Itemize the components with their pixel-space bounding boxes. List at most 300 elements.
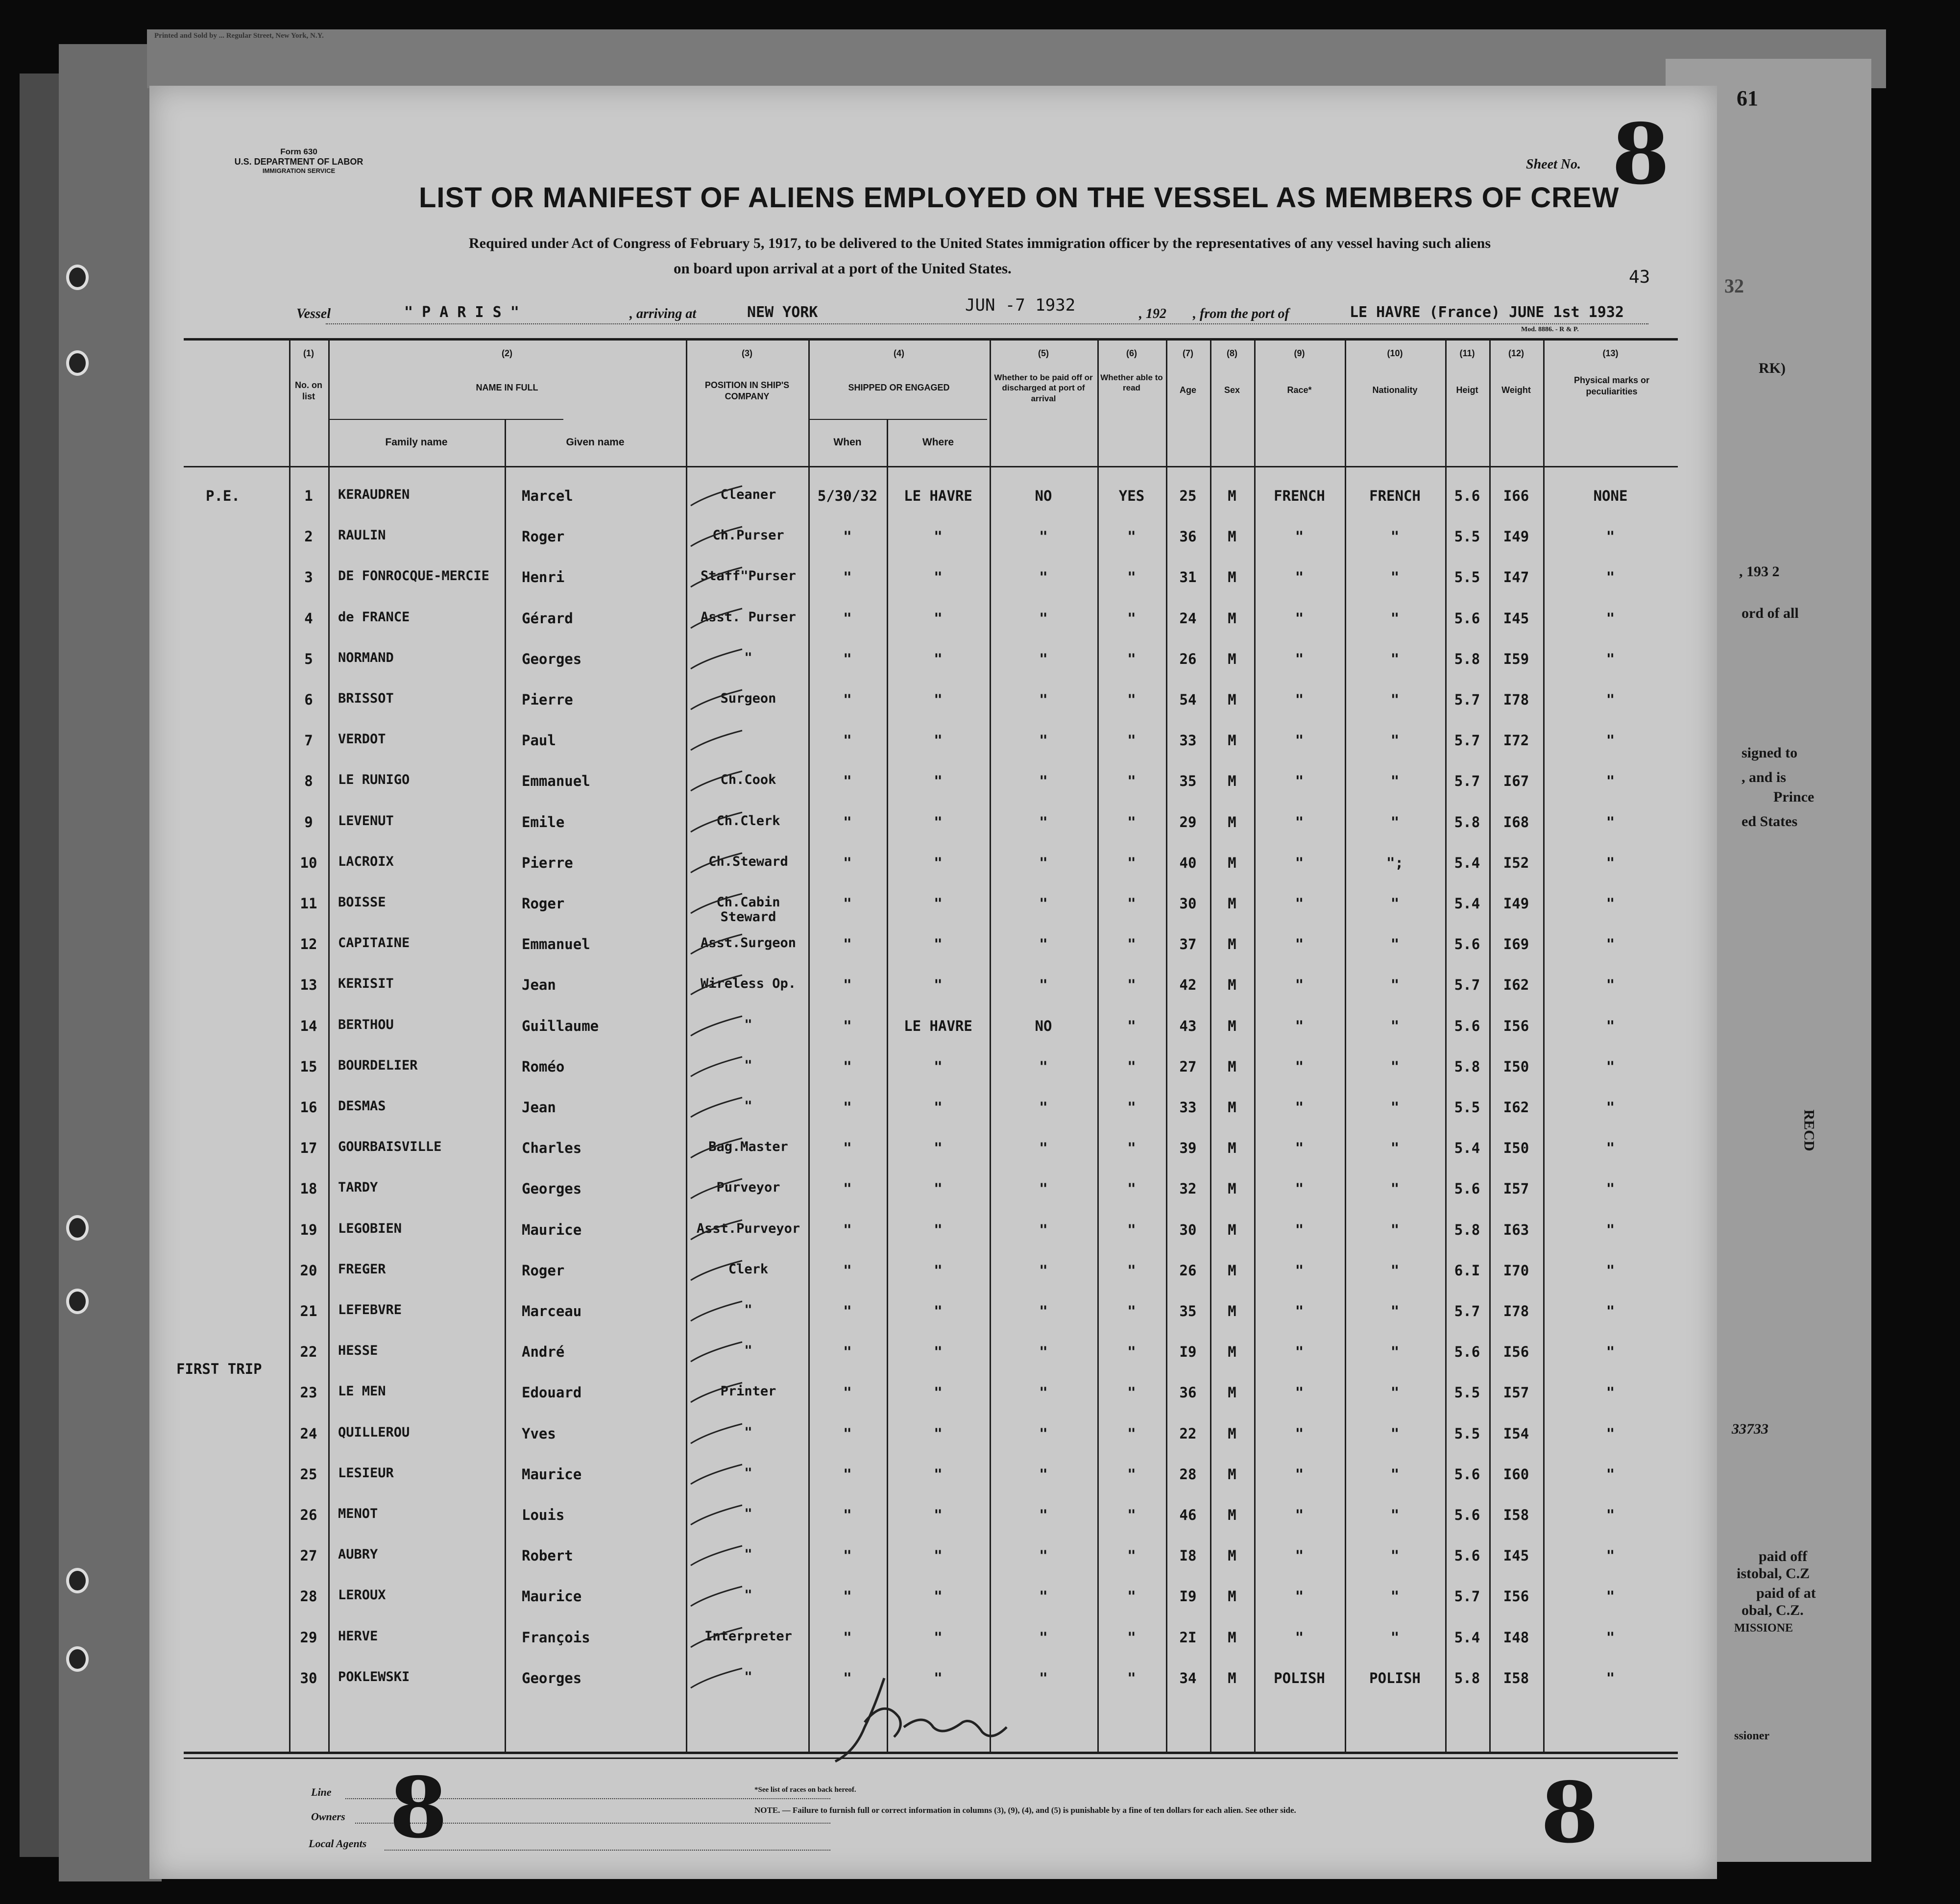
cell-sex: M — [1228, 854, 1236, 871]
cell-given-name: Jean — [522, 1099, 556, 1116]
cell-family-name: MENOT — [338, 1506, 378, 1521]
cell-position: " — [744, 1057, 752, 1073]
column-header-name: NAME IN FULL — [476, 383, 538, 392]
cell-given-name: François — [522, 1629, 590, 1646]
cell-physical-marks: " — [1606, 1140, 1615, 1157]
cell-sex: M — [1228, 1303, 1236, 1319]
cell-height: 5.6 — [1454, 1343, 1480, 1361]
cell-nationality: " — [1390, 813, 1400, 830]
cell-list-number: 5 — [304, 650, 313, 667]
cell-sex: M — [1228, 773, 1236, 790]
cell-given-name: Paul — [522, 732, 556, 749]
cell-paid-off: " — [1039, 1099, 1048, 1116]
cell-paid-off: " — [1039, 854, 1048, 871]
cell-shipped-where: " — [934, 691, 943, 708]
cell-sex: M — [1228, 610, 1236, 627]
master-signature — [737, 1668, 1012, 1766]
check-mark-icon — [688, 648, 747, 673]
cell-given-name: Charles — [522, 1140, 582, 1157]
cell-physical-marks: " — [1606, 1384, 1615, 1401]
cell-height: 5.5 — [1454, 528, 1480, 545]
cell-nationality: " — [1390, 1629, 1400, 1646]
cell-nationality: " — [1390, 1425, 1400, 1442]
check-mark-icon — [688, 1015, 747, 1040]
cell-shipped-where: " — [934, 976, 943, 994]
cell-sex: M — [1228, 1425, 1236, 1442]
cell-age: I9 — [1179, 1588, 1197, 1605]
cell-paid-off: " — [1039, 650, 1048, 667]
check-mark-icon — [688, 1097, 747, 1121]
cell-position: Ch.Clerk — [716, 813, 780, 829]
cell-race: " — [1295, 1017, 1304, 1034]
cell-shipped-when: " — [843, 650, 852, 667]
cell-given-name: Pierre — [522, 854, 573, 871]
check-mark-icon — [688, 1504, 747, 1529]
cell-physical-marks: " — [1606, 732, 1615, 749]
column-header-paid-off: Whether to be paid off or discharged at port of arrival — [994, 373, 1093, 403]
cell-position: " — [744, 1465, 752, 1481]
cell-race: " — [1295, 976, 1304, 994]
cell-shipped-when: " — [843, 1384, 852, 1401]
cell-physical-marks: " — [1606, 1507, 1615, 1523]
cell-position: Surgeon — [720, 691, 776, 706]
cell-sex: M — [1228, 488, 1236, 504]
cell-age: 36 — [1179, 528, 1197, 545]
cell-list-number: 19 — [300, 1221, 317, 1238]
cell-sex: M — [1228, 1588, 1236, 1605]
binder-ring — [66, 265, 89, 290]
form-number: Form 630 — [280, 147, 317, 156]
check-mark-icon — [688, 974, 747, 999]
check-mark-icon — [688, 1586, 747, 1610]
cell-able-to-read: " — [1127, 691, 1136, 708]
cell-sex: M — [1228, 528, 1236, 545]
cell-paid-off: " — [1039, 528, 1048, 545]
cell-shipped-when: " — [843, 691, 852, 708]
cell-shipped-when: " — [843, 1588, 852, 1605]
cell-physical-marks: " — [1606, 1303, 1615, 1319]
cell-paid-off: " — [1039, 569, 1048, 586]
vessel-label: Vessel — [296, 306, 331, 321]
check-mark-icon — [688, 811, 747, 836]
cell-able-to-read: " — [1127, 936, 1136, 953]
cell-list-number: 20 — [300, 1262, 317, 1279]
cell-paid-off: " — [1039, 773, 1048, 790]
binding-edge-inner — [59, 44, 162, 1881]
cell-weight: I49 — [1503, 895, 1529, 912]
cell-shipped-where: " — [934, 1180, 943, 1197]
cell-sex: M — [1228, 1058, 1236, 1075]
cell-weight: I57 — [1503, 1384, 1529, 1401]
cell-weight: I50 — [1503, 1058, 1529, 1075]
cell-physical-marks: " — [1606, 610, 1615, 627]
races-note: *See list of races on back hereof. — [754, 1786, 856, 1794]
cell-shipped-when: " — [843, 1303, 852, 1319]
check-mark-icon — [688, 485, 747, 510]
cell-given-name: André — [522, 1343, 565, 1361]
cell-shipped-when: " — [843, 854, 852, 871]
cell-list-number: 17 — [300, 1140, 317, 1157]
cell-height: 5.5 — [1454, 569, 1480, 586]
binder-ring — [66, 1215, 89, 1241]
cell-given-name: Georges — [522, 650, 582, 667]
cell-family-name: NORMAND — [338, 650, 394, 665]
cell-position: Asst. Purser — [700, 609, 797, 625]
cell-shipped-when: " — [843, 1017, 852, 1034]
cell-given-name: Emmanuel — [522, 936, 590, 953]
cell-list-number: 8 — [304, 773, 313, 790]
cell-family-name: LEVENUT — [338, 813, 394, 829]
cell-able-to-read: " — [1127, 1343, 1136, 1361]
cell-shipped-where: " — [934, 936, 943, 953]
column-number: (6) — [1126, 348, 1137, 358]
cell-list-number: 14 — [300, 1017, 317, 1034]
cell-race: " — [1295, 691, 1304, 708]
penalty-note: NOTE. — Failure to furnish full or correct information in columns (3), (9), (4), and (5) is punishable by a fine of ten dollars for each alien. See other side. — [754, 1806, 1296, 1815]
cell-able-to-read: " — [1127, 773, 1136, 790]
cell-family-name: RAULIN — [338, 528, 386, 543]
check-mark-icon — [688, 566, 747, 591]
cell-shipped-when: " — [843, 1180, 852, 1197]
cell-able-to-read: " — [1127, 1629, 1136, 1646]
cell-list-number: 13 — [300, 976, 317, 994]
cell-able-to-read: " — [1127, 610, 1136, 627]
cell-given-name: Marceau — [522, 1303, 582, 1319]
footer-owners-label: Owners — [311, 1810, 345, 1823]
cell-nationality: " — [1390, 976, 1400, 994]
cell-paid-off: " — [1039, 1547, 1048, 1564]
cell-shipped-where: " — [934, 1099, 943, 1116]
cell-nationality: " — [1390, 1588, 1400, 1605]
check-mark-icon — [688, 770, 747, 795]
vessel-name: " P A R I S " — [404, 304, 519, 321]
cell-list-number: 16 — [300, 1099, 317, 1116]
cell-given-name: Georges — [522, 1669, 582, 1686]
cell-position: Interpreter — [704, 1628, 792, 1644]
cell-sex: M — [1228, 569, 1236, 586]
cell-family-name: VERDOT — [338, 732, 386, 747]
cell-nationality: "; — [1386, 854, 1403, 871]
underlying-page-fragment: ssioner — [1734, 1730, 1769, 1742]
cell-list-number: 21 — [300, 1303, 317, 1319]
page-number: 43 — [1629, 267, 1650, 287]
cell-list-number: 30 — [300, 1669, 317, 1686]
cell-nationality: POLISH — [1369, 1669, 1421, 1686]
cell-able-to-read: " — [1127, 895, 1136, 912]
cell-shipped-where: " — [934, 895, 943, 912]
col-divider — [1543, 341, 1545, 1752]
cell-position: " — [744, 1547, 752, 1562]
cell-weight: I59 — [1503, 650, 1529, 667]
check-mark-icon — [688, 1341, 747, 1366]
cell-able-to-read: " — [1127, 1384, 1136, 1401]
cell-age: 46 — [1179, 1507, 1197, 1523]
sheet-number-label: Sheet No. — [1526, 157, 1581, 172]
cell-shipped-when: " — [843, 1262, 852, 1279]
cell-age: 29 — [1179, 813, 1197, 830]
year-label: , 192 — [1139, 306, 1166, 321]
cell-able-to-read: " — [1127, 732, 1136, 749]
cell-position: Ch.Purser — [712, 528, 784, 543]
cell-position: " — [744, 650, 752, 665]
cell-shipped-when: " — [843, 1507, 852, 1523]
cell-age: 36 — [1179, 1384, 1197, 1401]
cell-shipped-when: " — [843, 1669, 852, 1686]
cell-paid-off: " — [1039, 1058, 1048, 1075]
cell-height: 5.8 — [1454, 813, 1480, 830]
cell-nationality: " — [1390, 936, 1400, 953]
cell-physical-marks: " — [1606, 1425, 1615, 1442]
cell-list-number: 26 — [300, 1507, 317, 1523]
check-mark-icon — [688, 526, 747, 550]
underlying-page-fragment: istobal, C.Z — [1737, 1565, 1810, 1582]
cell-sex: M — [1228, 1547, 1236, 1564]
cell-height: 5.4 — [1454, 1140, 1480, 1157]
cell-family-name: BRISSOT — [338, 691, 394, 706]
cell-weight: I56 — [1503, 1017, 1529, 1034]
column-header-given-name: Given name — [566, 437, 625, 448]
cell-physical-marks: " — [1606, 1099, 1615, 1116]
cell-shipped-when: " — [843, 1629, 852, 1646]
document-subtitle: Required under Act of Congress of February 5, 1917, to be delivered to the United States immigration officer by the representatives of any vessel having such aliens — [469, 235, 1491, 251]
cell-shipped-where: " — [934, 1221, 943, 1238]
cell-given-name: Emmanuel — [522, 773, 590, 790]
cell-race: " — [1295, 610, 1304, 627]
cell-race: " — [1295, 1099, 1304, 1116]
cell-shipped-where: " — [934, 773, 943, 790]
cell-paid-off: NO — [1035, 1017, 1052, 1034]
cell-race: " — [1295, 1629, 1304, 1646]
check-mark-icon — [688, 1219, 747, 1244]
cell-nationality: " — [1390, 1017, 1400, 1034]
col-divider — [1210, 341, 1211, 1752]
cell-height: 5.6 — [1454, 1017, 1480, 1034]
cell-height: 5.6 — [1454, 488, 1480, 504]
cell-paid-off: " — [1039, 1384, 1048, 1401]
column-header-position: POSITION IN SHIP'S COMPANY — [704, 380, 790, 401]
cell-family-name: CAPITAINE — [338, 935, 410, 951]
from-port-label: , from the port of — [1193, 306, 1289, 321]
cell-position: Purveyor — [716, 1180, 780, 1196]
cell-race: " — [1295, 1140, 1304, 1157]
cell-position: " — [744, 1587, 752, 1603]
cell-weight: I50 — [1503, 1140, 1529, 1157]
cell-given-name: Robert — [522, 1547, 573, 1564]
cell-list-number: 27 — [300, 1547, 317, 1564]
cell-nationality: " — [1390, 1180, 1400, 1197]
cell-height: 5.7 — [1454, 1303, 1480, 1319]
cell-given-name: Roger — [522, 895, 565, 912]
cell-race: " — [1295, 1343, 1304, 1361]
column-number: (13) — [1602, 348, 1619, 358]
department-name: U.S. DEPARTMENT OF LABOR — [234, 157, 363, 167]
check-mark-icon — [688, 1056, 747, 1080]
cell-nationality: " — [1390, 528, 1400, 545]
cell-sex: M — [1228, 650, 1236, 667]
cell-nationality: " — [1390, 650, 1400, 667]
cell-family-name: FREGER — [338, 1261, 386, 1277]
check-mark-icon — [688, 933, 747, 958]
column-number: (11) — [1459, 348, 1475, 358]
cell-age: 30 — [1179, 895, 1197, 912]
cell-family-name: LESIEUR — [338, 1465, 394, 1481]
cell-weight: I62 — [1503, 1099, 1529, 1116]
col-divider — [808, 341, 810, 1752]
cell-position: " — [744, 1017, 752, 1032]
cell-given-name: Guillaume — [522, 1017, 599, 1034]
cell-race: " — [1295, 528, 1304, 545]
date-stamp: JUN -7 1932 — [965, 295, 1076, 315]
cell-shipped-where: " — [934, 1507, 943, 1523]
cell-shipped-where: " — [934, 732, 943, 749]
column-number: (5) — [1038, 348, 1049, 358]
check-mark-icon — [688, 1545, 747, 1569]
cell-height: 5.4 — [1454, 854, 1480, 871]
column-header-height: Heigt — [1456, 385, 1478, 395]
cell-family-name: BOISSE — [338, 895, 386, 910]
cell-weight: I56 — [1503, 1343, 1529, 1361]
column-header-physical-marks: Physical marks or peculiarities — [1573, 375, 1650, 396]
cell-weight: I58 — [1503, 1669, 1529, 1686]
cell-given-name: Maurice — [522, 1465, 582, 1483]
cell-age: 35 — [1179, 773, 1197, 790]
form-code: Mod. 8886. - R & P. — [1521, 326, 1579, 333]
sheet-number: 8 — [1612, 105, 1670, 203]
cell-race: " — [1295, 895, 1304, 912]
cell-shipped-where: " — [934, 528, 943, 545]
cell-age: I9 — [1179, 1343, 1197, 1361]
cell-paid-off: " — [1039, 1303, 1048, 1319]
cell-age: 30 — [1179, 1221, 1197, 1238]
cell-shipped-where: " — [934, 1343, 943, 1361]
cell-paid-off: " — [1039, 732, 1048, 749]
cell-sex: M — [1228, 1180, 1236, 1197]
cell-race: " — [1295, 1384, 1304, 1401]
cell-age: 24 — [1179, 610, 1197, 627]
cell-shipped-where: " — [934, 569, 943, 586]
cell-physical-marks: " — [1606, 773, 1615, 790]
cell-weight: I66 — [1503, 488, 1529, 504]
cell-height: 5.6 — [1454, 1465, 1480, 1483]
column-number: (2) — [502, 348, 512, 358]
cell-family-name: QUILLEROU — [338, 1424, 410, 1440]
cell-height: 5.4 — [1454, 1629, 1480, 1646]
cell-shipped-when: " — [843, 1343, 852, 1361]
col-divider — [990, 341, 991, 1752]
cell-race: " — [1295, 936, 1304, 953]
cell-family-name: BOURDELIER — [338, 1057, 418, 1073]
cell-able-to-read: " — [1127, 1303, 1136, 1319]
cell-paid-off: " — [1039, 1629, 1048, 1646]
cell-able-to-read: " — [1127, 1669, 1136, 1686]
column-header-no: No. on list — [295, 380, 322, 401]
cell-physical-marks: " — [1606, 650, 1615, 667]
check-mark-icon — [688, 1137, 747, 1162]
cell-paid-off: NO — [1035, 488, 1052, 504]
cell-family-name: LACROIX — [338, 854, 394, 869]
cell-age: 27 — [1179, 1058, 1197, 1075]
cell-position: Ch.Cook — [720, 772, 776, 788]
cell-age: 31 — [1179, 569, 1197, 586]
cell-shipped-where: " — [934, 610, 943, 627]
cell-nationality: " — [1390, 1303, 1400, 1319]
cell-position: " — [744, 1343, 752, 1359]
cell-height: 5.7 — [1454, 1588, 1480, 1605]
cell-physical-marks: NONE — [1593, 488, 1628, 504]
cell-shipped-when: 5/30/32 — [817, 488, 878, 504]
binder-ring — [66, 1568, 89, 1593]
cell-race: FRENCH — [1274, 488, 1325, 504]
cell-family-name: DESMAS — [338, 1098, 386, 1114]
cell-height: 5.6 — [1454, 1547, 1480, 1564]
cell-list-number: 24 — [300, 1425, 317, 1442]
cell-list-number: 22 — [300, 1343, 317, 1361]
underlying-page-fragment: 33733 — [1732, 1421, 1768, 1437]
cell-able-to-read: " — [1127, 650, 1136, 667]
cell-shipped-where: " — [934, 1425, 943, 1442]
cell-paid-off: " — [1039, 813, 1048, 830]
check-mark-icon — [688, 730, 747, 754]
printer-line: Printed and Sold by ... Regular Street, New York, N.Y. — [154, 32, 324, 40]
cell-race: " — [1295, 813, 1304, 830]
cell-physical-marks: " — [1606, 569, 1615, 586]
table-header-rule — [184, 466, 1678, 467]
cell-physical-marks: " — [1606, 936, 1615, 953]
manifest-sheet — [149, 32, 1717, 1879]
cell-sex: M — [1228, 691, 1236, 708]
cell-list-number: 11 — [300, 895, 317, 912]
cell-weight: I47 — [1503, 569, 1529, 586]
cell-given-name: Marcel — [522, 488, 573, 504]
cell-race: " — [1295, 1507, 1304, 1523]
cell-shipped-when: " — [843, 895, 852, 912]
margin-note: P.E. — [206, 488, 240, 504]
check-mark-icon — [688, 689, 747, 713]
cell-race: POLISH — [1274, 1669, 1325, 1686]
cell-sex: M — [1228, 1669, 1236, 1686]
cell-shipped-where: " — [934, 1058, 943, 1075]
cell-age: 26 — [1179, 650, 1197, 667]
cell-height: 5.7 — [1454, 976, 1480, 994]
cell-height: 5.5 — [1454, 1384, 1480, 1401]
cell-height: 5.7 — [1454, 691, 1480, 708]
cell-nationality: " — [1390, 1262, 1400, 1279]
underlying-page-fragment: paid off — [1759, 1548, 1808, 1564]
cell-paid-off: " — [1039, 936, 1048, 953]
cell-age: 32 — [1179, 1180, 1197, 1197]
check-mark-icon — [688, 1423, 747, 1447]
underlying-page-fragment: , and is — [1742, 769, 1786, 785]
underlying-page-fragment: 61 — [1737, 86, 1758, 110]
cell-family-name: LEROUX — [338, 1587, 386, 1603]
underlying-page-fragment: MISSIONE — [1734, 1622, 1793, 1635]
footer-rule — [385, 1850, 830, 1851]
check-mark-icon — [688, 1178, 747, 1202]
cell-able-to-read: " — [1127, 1180, 1136, 1197]
cell-shipped-where: " — [934, 1547, 943, 1564]
cell-list-number: 18 — [300, 1180, 317, 1197]
table-top-rule — [184, 338, 1678, 341]
cell-physical-marks: " — [1606, 854, 1615, 871]
cell-race: " — [1295, 569, 1304, 586]
cell-race: " — [1295, 732, 1304, 749]
cell-shipped-where: " — [934, 1384, 943, 1401]
cell-sex: M — [1228, 1465, 1236, 1483]
col-divider — [1097, 341, 1099, 1752]
underlying-page-fragment: ed States — [1742, 813, 1798, 830]
col-divider — [328, 341, 330, 1752]
cell-list-number: 4 — [304, 610, 313, 627]
